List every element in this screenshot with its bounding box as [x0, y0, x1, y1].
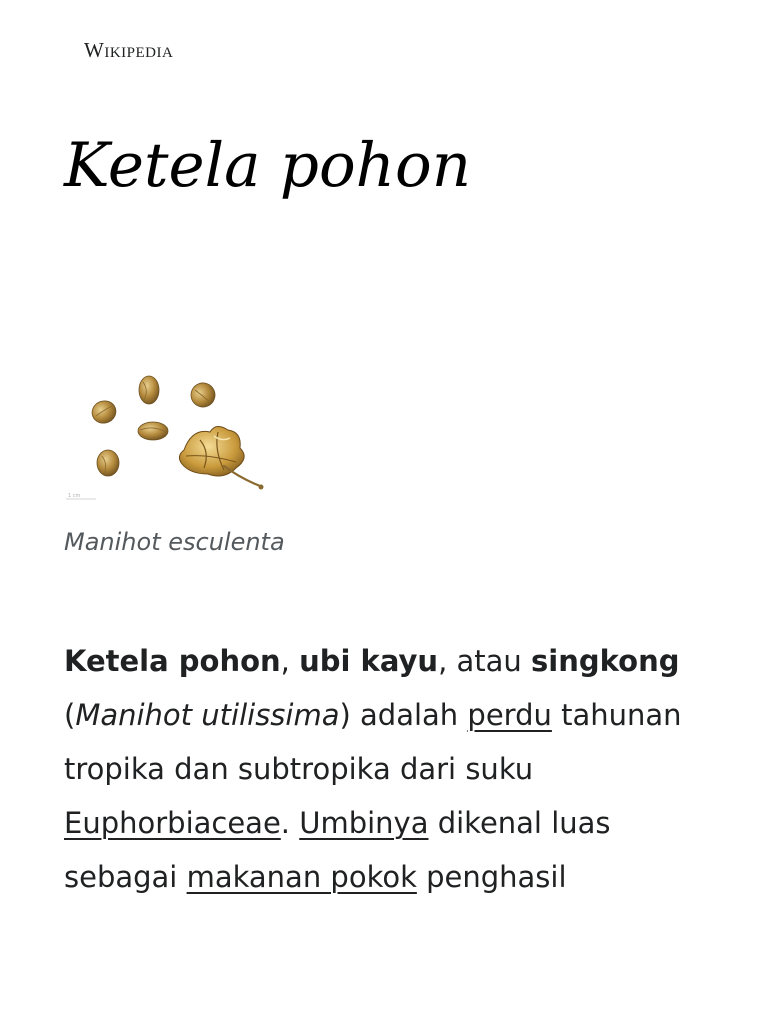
bold-term: ubi kayu: [299, 644, 439, 678]
seed: [187, 379, 219, 411]
seeds-and-capsule-photo[interactable]: [64, 370, 270, 504]
scale-label: 1 cm: [68, 493, 81, 499]
link-perdu[interactable]: perdu: [467, 698, 552, 732]
lead-text: .: [280, 806, 300, 840]
lead-text: (: [64, 698, 76, 732]
scientific-name: Manihot utilissima: [75, 698, 340, 732]
link-umbinya[interactable]: Umbinya: [299, 806, 429, 840]
wikipedia-wordmark[interactable]: Wikipedia: [84, 38, 174, 62]
seed: [89, 398, 119, 427]
link-euphorbiaceae[interactable]: Euphorbiaceae: [64, 806, 281, 840]
lead-text: ,: [280, 644, 300, 678]
lead-text: tahunan tropika dan subtropika dari suku: [64, 698, 682, 786]
bold-term: Ketela pohon: [64, 644, 281, 678]
lead-paragraph: [64, 634, 724, 904]
lead-text: ) adalah: [339, 698, 468, 732]
seed: [138, 422, 168, 440]
lead-text: dikenal luas sebagai: [64, 806, 611, 894]
seed-capsule: [179, 426, 263, 489]
page-title: Ketela pohon: [64, 130, 471, 201]
seed: [97, 450, 119, 476]
lead-text: penghasil: [416, 860, 567, 894]
scale-bar: [66, 493, 96, 499]
seed: [139, 376, 159, 404]
bold-term: singkong: [531, 644, 680, 678]
link-makanan-pokok[interactable]: makanan pokok: [186, 860, 417, 894]
lead-text: , atau: [438, 644, 532, 678]
image-caption: Manihot esculenta: [64, 528, 285, 556]
